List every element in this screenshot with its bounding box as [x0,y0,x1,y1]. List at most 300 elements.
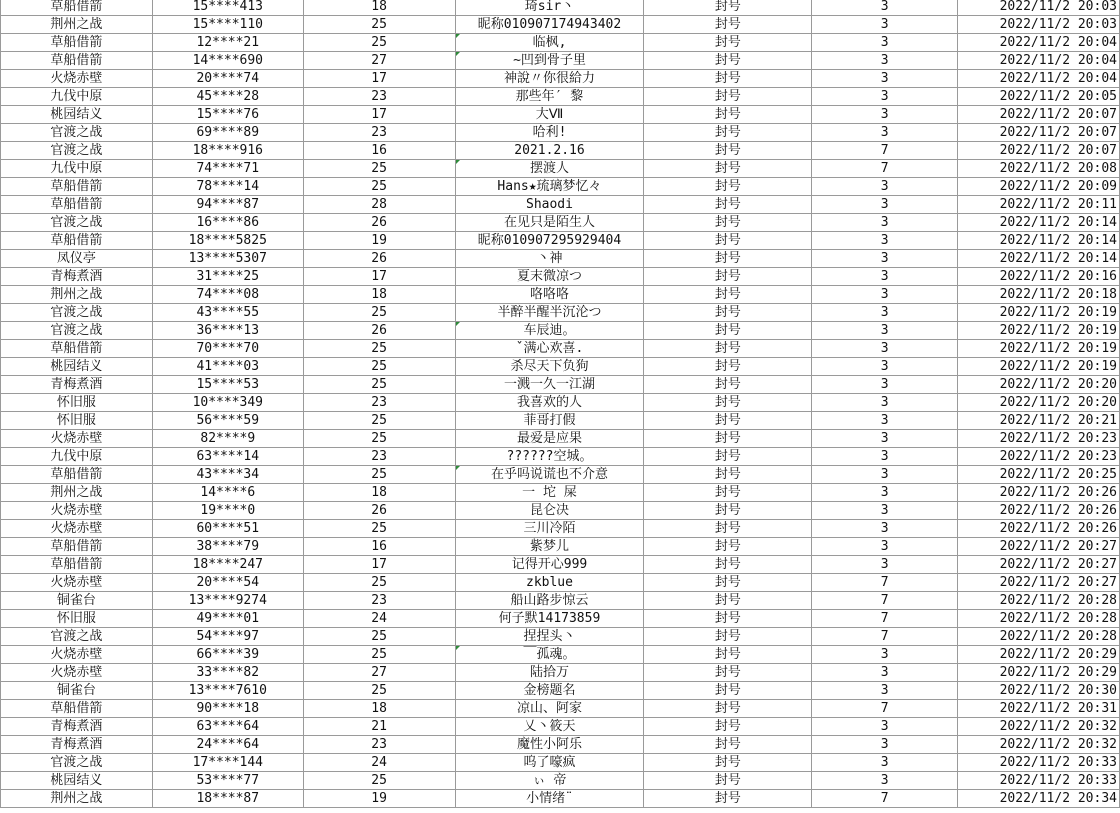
account-cell[interactable]: 16****86 [152,214,303,232]
days-cell[interactable]: 3 [812,502,958,520]
account-cell[interactable]: 14****6 [152,484,303,502]
action-cell[interactable]: 封号 [644,322,812,340]
datetime-cell[interactable]: 2022/11/2 20:11 [958,196,1120,214]
days-cell[interactable]: 3 [812,196,958,214]
level-cell[interactable]: 25 [303,430,455,448]
days-cell[interactable]: 3 [812,412,958,430]
server-cell[interactable]: 青梅煮酒 [1,376,153,394]
account-cell[interactable]: 18****5825 [152,232,303,250]
server-cell[interactable]: 官渡之战 [1,124,153,142]
action-cell[interactable]: 封号 [644,376,812,394]
level-cell[interactable]: 23 [303,736,455,754]
datetime-cell[interactable]: 2022/11/2 20:07 [958,124,1120,142]
level-cell[interactable]: 25 [303,574,455,592]
server-cell[interactable]: 草船借箭 [1,340,153,358]
datetime-cell[interactable]: 2022/11/2 20:28 [958,592,1120,610]
days-cell[interactable]: 3 [812,754,958,772]
server-cell[interactable]: 荆州之战 [1,484,153,502]
level-cell[interactable]: 17 [303,106,455,124]
account-cell[interactable]: 69****89 [152,124,303,142]
action-cell[interactable]: 封号 [644,520,812,538]
level-cell[interactable]: 25 [303,628,455,646]
nickname-cell[interactable]: 记得开心999 [455,556,644,574]
account-cell[interactable]: 43****34 [152,466,303,484]
account-cell[interactable]: 49****01 [152,610,303,628]
datetime-cell[interactable]: 2022/11/2 20:09 [958,178,1120,196]
days-cell[interactable]: 3 [812,322,958,340]
action-cell[interactable]: 封号 [644,484,812,502]
server-cell[interactable]: 草船借箭 [1,52,153,70]
server-cell[interactable]: 草船借箭 [1,178,153,196]
account-cell[interactable]: 66****39 [152,646,303,664]
days-cell[interactable]: 3 [812,358,958,376]
days-cell[interactable]: 3 [812,664,958,682]
nickname-cell[interactable]: 丶神 [455,250,644,268]
days-cell[interactable]: 3 [812,340,958,358]
level-cell[interactable]: 23 [303,592,455,610]
level-cell[interactable]: 18 [303,286,455,304]
days-cell[interactable]: 3 [812,178,958,196]
action-cell[interactable]: 封号 [644,358,812,376]
datetime-cell[interactable]: 2022/11/2 20:26 [958,484,1120,502]
days-cell[interactable]: 3 [812,286,958,304]
level-cell[interactable]: 27 [303,52,455,70]
nickname-cell[interactable]: 临枫, [455,34,644,52]
action-cell[interactable]: 封号 [644,142,812,160]
nickname-cell[interactable]: ˇ满心欢喜. [455,340,644,358]
datetime-cell[interactable]: 2022/11/2 20:07 [958,106,1120,124]
level-cell[interactable]: 21 [303,718,455,736]
days-cell[interactable]: 3 [812,394,958,412]
datetime-cell[interactable]: 2022/11/2 20:04 [958,34,1120,52]
account-cell[interactable]: 74****08 [152,286,303,304]
level-cell[interactable]: 25 [303,340,455,358]
server-cell[interactable]: 官渡之战 [1,304,153,322]
action-cell[interactable]: 封号 [644,754,812,772]
level-cell[interactable]: 25 [303,34,455,52]
level-cell[interactable]: 23 [303,448,455,466]
nickname-cell[interactable]: ??????空城。 [455,448,644,466]
nickname-cell[interactable]: 船山路步惊云 [455,592,644,610]
account-cell[interactable]: 18****87 [152,790,303,808]
nickname-cell[interactable]: 一溅一久一江湖 [455,376,644,394]
nickname-cell[interactable]: ￣孤魂。 [455,646,644,664]
account-cell[interactable]: 18****916 [152,142,303,160]
nickname-cell[interactable]: 哈利! [455,124,644,142]
datetime-cell[interactable]: 2022/11/2 20:14 [958,214,1120,232]
days-cell[interactable]: 7 [812,610,958,628]
account-cell[interactable]: 56****59 [152,412,303,430]
server-cell[interactable]: 官渡之战 [1,754,153,772]
level-cell[interactable]: 24 [303,754,455,772]
action-cell[interactable]: 封号 [644,682,812,700]
datetime-cell[interactable]: 2022/11/2 20:28 [958,610,1120,628]
server-cell[interactable]: 官渡之战 [1,628,153,646]
level-cell[interactable]: 19 [303,790,455,808]
nickname-cell[interactable]: 我喜欢的人 [455,394,644,412]
nickname-cell[interactable]: 昆仑决 [455,502,644,520]
days-cell[interactable]: 3 [812,376,958,394]
account-cell[interactable]: 14****690 [152,52,303,70]
server-cell[interactable]: 草船借箭 [1,0,153,16]
account-cell[interactable]: 43****55 [152,304,303,322]
server-cell[interactable]: 火烧赤壁 [1,430,153,448]
server-cell[interactable]: 官渡之战 [1,322,153,340]
nickname-cell[interactable]: 菲哥打假 [455,412,644,430]
account-cell[interactable]: 54****97 [152,628,303,646]
action-cell[interactable]: 封号 [644,268,812,286]
nickname-cell[interactable]: 在乎吗说谎也不介意 [455,466,644,484]
account-cell[interactable]: 41****03 [152,358,303,376]
nickname-cell[interactable]: 乂丶筱天 [455,718,644,736]
nickname-cell[interactable]: ぃ 帝 [455,772,644,790]
datetime-cell[interactable]: 2022/11/2 20:16 [958,268,1120,286]
datetime-cell[interactable]: 2022/11/2 20:28 [958,628,1120,646]
action-cell[interactable]: 封号 [644,124,812,142]
server-cell[interactable]: 草船借箭 [1,196,153,214]
action-cell[interactable]: 封号 [644,628,812,646]
level-cell[interactable]: 28 [303,196,455,214]
level-cell[interactable]: 25 [303,466,455,484]
account-cell[interactable]: 15****110 [152,16,303,34]
action-cell[interactable]: 封号 [644,340,812,358]
server-cell[interactable]: 草船借箭 [1,556,153,574]
nickname-cell[interactable]: 摆渡人 [455,160,644,178]
level-cell[interactable]: 25 [303,412,455,430]
datetime-cell[interactable]: 2022/11/2 20:25 [958,466,1120,484]
account-cell[interactable]: 12****21 [152,34,303,52]
level-cell[interactable]: 16 [303,142,455,160]
nickname-cell[interactable]: 紫梦儿 [455,538,644,556]
nickname-cell[interactable]: 魔性小阿乐 [455,736,644,754]
days-cell[interactable]: 3 [812,682,958,700]
days-cell[interactable]: 3 [812,268,958,286]
server-cell[interactable]: 九伐中原 [1,88,153,106]
datetime-cell[interactable]: 2022/11/2 20:14 [958,232,1120,250]
action-cell[interactable]: 封号 [644,394,812,412]
days-cell[interactable]: 3 [812,430,958,448]
nickname-cell[interactable]: 何子默14173859 [455,610,644,628]
days-cell[interactable]: 3 [812,538,958,556]
action-cell[interactable]: 封号 [644,70,812,88]
days-cell[interactable]: 3 [812,556,958,574]
account-cell[interactable]: 24****64 [152,736,303,754]
days-cell[interactable]: 7 [812,160,958,178]
datetime-cell[interactable]: 2022/11/2 20:18 [958,286,1120,304]
nickname-cell[interactable]: 神說〃你很給力 [455,70,644,88]
server-cell[interactable]: 凤仪亭 [1,250,153,268]
action-cell[interactable]: 封号 [644,700,812,718]
account-cell[interactable]: 20****74 [152,70,303,88]
server-cell[interactable]: 桃园结义 [1,772,153,790]
level-cell[interactable]: 19 [303,232,455,250]
days-cell[interactable]: 3 [812,736,958,754]
action-cell[interactable]: 封号 [644,502,812,520]
nickname-cell[interactable]: 凉山、阿家 [455,700,644,718]
action-cell[interactable]: 封号 [644,664,812,682]
server-cell[interactable]: 怀旧服 [1,610,153,628]
days-cell[interactable]: 3 [812,52,958,70]
server-cell[interactable]: 草船借箭 [1,700,153,718]
datetime-cell[interactable]: 2022/11/2 20:19 [958,304,1120,322]
days-cell[interactable]: 3 [812,466,958,484]
action-cell[interactable]: 封号 [644,88,812,106]
days-cell[interactable]: 3 [812,88,958,106]
account-cell[interactable]: 17****144 [152,754,303,772]
level-cell[interactable]: 23 [303,394,455,412]
action-cell[interactable]: 封号 [644,646,812,664]
level-cell[interactable]: 16 [303,538,455,556]
datetime-cell[interactable]: 2022/11/2 20:19 [958,340,1120,358]
nickname-cell[interactable]: 小情绪¨ [455,790,644,808]
level-cell[interactable]: 25 [303,682,455,700]
datetime-cell[interactable]: 2022/11/2 20:21 [958,412,1120,430]
action-cell[interactable]: 封号 [644,232,812,250]
datetime-cell[interactable]: 2022/11/2 20:14 [958,250,1120,268]
action-cell[interactable]: 封号 [644,178,812,196]
level-cell[interactable]: 25 [303,520,455,538]
action-cell[interactable]: 封号 [644,736,812,754]
nickname-cell[interactable]: 昵称010907174943402 [455,16,644,34]
level-cell[interactable]: 17 [303,70,455,88]
datetime-cell[interactable]: 2022/11/2 20:04 [958,52,1120,70]
nickname-cell[interactable]: Hans★琉璃梦忆々 [455,178,644,196]
days-cell[interactable]: 3 [812,646,958,664]
server-cell[interactable]: 草船借箭 [1,466,153,484]
days-cell[interactable]: 7 [812,700,958,718]
nickname-cell[interactable]: 一 坨 屎 [455,484,644,502]
server-cell[interactable]: 火烧赤壁 [1,520,153,538]
days-cell[interactable]: 3 [812,106,958,124]
days-cell[interactable]: 7 [812,628,958,646]
datetime-cell[interactable]: 2022/11/2 20:30 [958,682,1120,700]
account-cell[interactable]: 13****7610 [152,682,303,700]
account-cell[interactable]: 70****70 [152,340,303,358]
account-cell[interactable]: 18****247 [152,556,303,574]
server-cell[interactable]: 桃园结义 [1,106,153,124]
nickname-cell[interactable]: 夏末微凉つ [455,268,644,286]
level-cell[interactable]: 26 [303,502,455,520]
days-cell[interactable]: 3 [812,484,958,502]
account-cell[interactable]: 13****5307 [152,250,303,268]
action-cell[interactable]: 封号 [644,304,812,322]
level-cell[interactable]: 25 [303,160,455,178]
action-cell[interactable]: 封号 [644,610,812,628]
days-cell[interactable]: 7 [812,574,958,592]
days-cell[interactable]: 3 [812,34,958,52]
server-cell[interactable]: 铜雀台 [1,682,153,700]
datetime-cell[interactable]: 2022/11/2 20:20 [958,376,1120,394]
server-cell[interactable]: 火烧赤壁 [1,646,153,664]
datetime-cell[interactable]: 2022/11/2 20:27 [958,556,1120,574]
action-cell[interactable]: 封号 [644,574,812,592]
server-cell[interactable]: 草船借箭 [1,538,153,556]
days-cell[interactable]: 3 [812,250,958,268]
nickname-cell[interactable]: zkblue [455,574,644,592]
nickname-cell[interactable]: 捏捏头丶 [455,628,644,646]
account-cell[interactable]: 78****14 [152,178,303,196]
account-cell[interactable]: 10****349 [152,394,303,412]
level-cell[interactable]: 24 [303,610,455,628]
server-cell[interactable]: 铜雀台 [1,592,153,610]
server-cell[interactable]: 荆州之战 [1,790,153,808]
account-cell[interactable]: 63****14 [152,448,303,466]
level-cell[interactable]: 25 [303,646,455,664]
datetime-cell[interactable]: 2022/11/2 20:23 [958,448,1120,466]
datetime-cell[interactable]: 2022/11/2 20:19 [958,358,1120,376]
action-cell[interactable]: 封号 [644,772,812,790]
datetime-cell[interactable]: 2022/11/2 20:23 [958,430,1120,448]
action-cell[interactable]: 封号 [644,466,812,484]
datetime-cell[interactable]: 2022/11/2 20:20 [958,394,1120,412]
action-cell[interactable]: 封号 [644,196,812,214]
days-cell[interactable]: 3 [812,0,958,16]
action-cell[interactable]: 封号 [644,718,812,736]
level-cell[interactable]: 23 [303,88,455,106]
account-cell[interactable]: 15****76 [152,106,303,124]
level-cell[interactable]: 18 [303,0,455,16]
action-cell[interactable]: 封号 [644,790,812,808]
datetime-cell[interactable]: 2022/11/2 20:03 [958,0,1120,16]
account-cell[interactable]: 19****0 [152,502,303,520]
days-cell[interactable]: 3 [812,304,958,322]
server-cell[interactable]: 草船借箭 [1,232,153,250]
action-cell[interactable]: 封号 [644,592,812,610]
datetime-cell[interactable]: 2022/11/2 20:34 [958,790,1120,808]
action-cell[interactable]: 封号 [644,448,812,466]
days-cell[interactable]: 7 [812,790,958,808]
account-cell[interactable]: 36****13 [152,322,303,340]
nickname-cell[interactable]: 杀尽天下负狗 [455,358,644,376]
nickname-cell[interactable]: ~凹到骨子里 [455,52,644,70]
level-cell[interactable]: 17 [303,268,455,286]
nickname-cell[interactable]: 呜了嚎疯 [455,754,644,772]
datetime-cell[interactable]: 2022/11/2 20:33 [958,754,1120,772]
server-cell[interactable]: 青梅煮酒 [1,718,153,736]
server-cell[interactable]: 怀旧服 [1,412,153,430]
level-cell[interactable]: 23 [303,124,455,142]
account-cell[interactable]: 31****25 [152,268,303,286]
nickname-cell[interactable]: 金榜题名 [455,682,644,700]
datetime-cell[interactable]: 2022/11/2 20:19 [958,322,1120,340]
days-cell[interactable]: 3 [812,718,958,736]
server-cell[interactable]: 火烧赤壁 [1,502,153,520]
account-cell[interactable]: 63****64 [152,718,303,736]
nickname-cell[interactable]: 车辰迪。 [455,322,644,340]
action-cell[interactable]: 封号 [644,556,812,574]
server-cell[interactable]: 官渡之战 [1,142,153,160]
level-cell[interactable]: 17 [303,556,455,574]
nickname-cell[interactable]: 大Ⅶ [455,106,644,124]
account-cell[interactable]: 82****9 [152,430,303,448]
datetime-cell[interactable]: 2022/11/2 20:03 [958,16,1120,34]
action-cell[interactable]: 封号 [644,214,812,232]
datetime-cell[interactable]: 2022/11/2 20:26 [958,502,1120,520]
account-cell[interactable]: 38****79 [152,538,303,556]
level-cell[interactable]: 25 [303,358,455,376]
account-cell[interactable]: 33****82 [152,664,303,682]
datetime-cell[interactable]: 2022/11/2 20:27 [958,538,1120,556]
datetime-cell[interactable]: 2022/11/2 20:26 [958,520,1120,538]
account-cell[interactable]: 15****413 [152,0,303,16]
nickname-cell[interactable]: 琦sir丶 [455,0,644,16]
server-cell[interactable]: 火烧赤壁 [1,664,153,682]
level-cell[interactable]: 18 [303,484,455,502]
action-cell[interactable]: 封号 [644,430,812,448]
nickname-cell[interactable]: 咯咯咯 [455,286,644,304]
account-cell[interactable]: 45****28 [152,88,303,106]
account-cell[interactable]: 94****87 [152,196,303,214]
server-cell[interactable]: 草船借箭 [1,34,153,52]
days-cell[interactable]: 7 [812,142,958,160]
datetime-cell[interactable]: 2022/11/2 20:04 [958,70,1120,88]
days-cell[interactable]: 3 [812,448,958,466]
action-cell[interactable]: 封号 [644,160,812,178]
days-cell[interactable]: 3 [812,214,958,232]
action-cell[interactable]: 封号 [644,286,812,304]
server-cell[interactable]: 荆州之战 [1,286,153,304]
level-cell[interactable]: 27 [303,664,455,682]
account-cell[interactable]: 60****51 [152,520,303,538]
nickname-cell[interactable]: Shaodi [455,196,644,214]
level-cell[interactable]: 25 [303,772,455,790]
nickname-cell[interactable]: 2021.2.16 [455,142,644,160]
level-cell[interactable]: 26 [303,214,455,232]
level-cell[interactable]: 25 [303,376,455,394]
days-cell[interactable]: 3 [812,70,958,88]
datetime-cell[interactable]: 2022/11/2 20:29 [958,646,1120,664]
action-cell[interactable]: 封号 [644,250,812,268]
datetime-cell[interactable]: 2022/11/2 20:05 [958,88,1120,106]
level-cell[interactable]: 25 [303,16,455,34]
action-cell[interactable]: 封号 [644,34,812,52]
action-cell[interactable]: 封号 [644,412,812,430]
nickname-cell[interactable]: 在见只是陌生人 [455,214,644,232]
server-cell[interactable]: 荆州之战 [1,16,153,34]
datetime-cell[interactable]: 2022/11/2 20:32 [958,718,1120,736]
level-cell[interactable]: 25 [303,178,455,196]
action-cell[interactable]: 封号 [644,52,812,70]
account-cell[interactable]: 90****18 [152,700,303,718]
server-cell[interactable]: 九伐中原 [1,448,153,466]
datetime-cell[interactable]: 2022/11/2 20:07 [958,142,1120,160]
level-cell[interactable]: 26 [303,322,455,340]
server-cell[interactable]: 青梅煮酒 [1,268,153,286]
action-cell[interactable]: 封号 [644,0,812,16]
days-cell[interactable]: 3 [812,232,958,250]
action-cell[interactable]: 封号 [644,16,812,34]
server-cell[interactable]: 火烧赤壁 [1,70,153,88]
datetime-cell[interactable]: 2022/11/2 20:29 [958,664,1120,682]
server-cell[interactable]: 九伐中原 [1,160,153,178]
server-cell[interactable]: 官渡之战 [1,214,153,232]
datetime-cell[interactable]: 2022/11/2 20:27 [958,574,1120,592]
level-cell[interactable]: 25 [303,304,455,322]
level-cell[interactable]: 26 [303,250,455,268]
account-cell[interactable]: 53****77 [152,772,303,790]
datetime-cell[interactable]: 2022/11/2 20:31 [958,700,1120,718]
server-cell[interactable]: 火烧赤壁 [1,574,153,592]
nickname-cell[interactable]: 半醉半醒半沉沦つ [455,304,644,322]
nickname-cell[interactable]: 最爱是应果 [455,430,644,448]
server-cell[interactable]: 青梅煮酒 [1,736,153,754]
days-cell[interactable]: 7 [812,592,958,610]
days-cell[interactable]: 3 [812,772,958,790]
days-cell[interactable]: 3 [812,124,958,142]
nickname-cell[interactable]: 那些年′ 黎 [455,88,644,106]
level-cell[interactable]: 18 [303,700,455,718]
account-cell[interactable]: 15****53 [152,376,303,394]
